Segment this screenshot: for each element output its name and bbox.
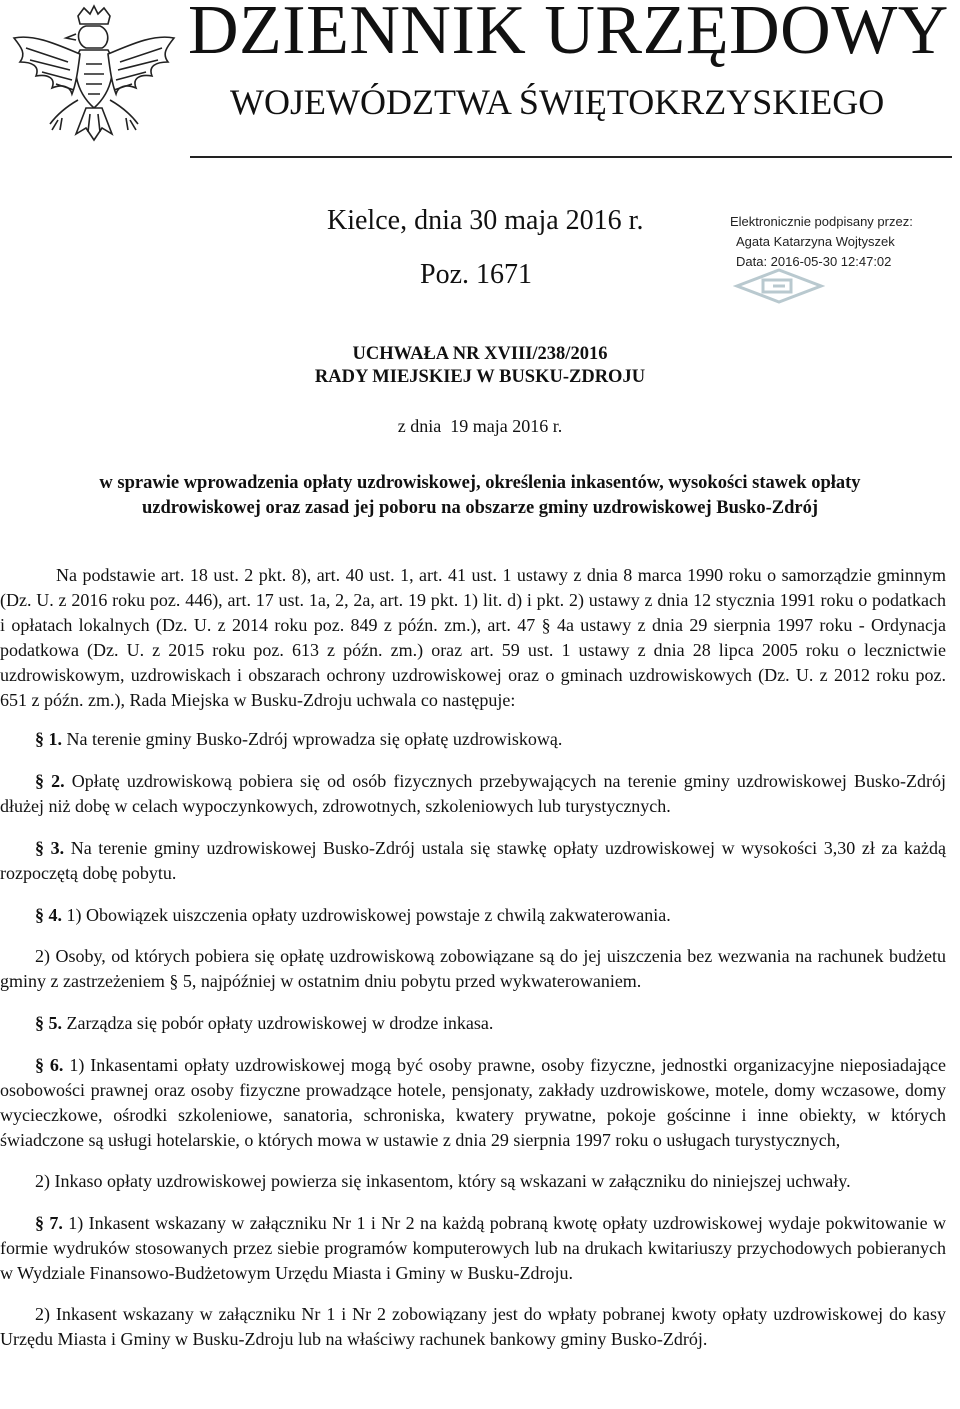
resolution-date: z dnia 19 maja 2016 r. bbox=[397, 416, 563, 436]
polish-eagle-icon bbox=[6, 4, 182, 154]
section-6-point-2: 2) Inkaso opłaty uzdrowiskowej powierza się inkasentom, który są wskazani w załączniku do niniejszej uchwały. bbox=[35, 1171, 851, 1191]
resolution-subject-line: uzdrowiskowej oraz zasad jej poboru na obszarze gminy uzdrowiskowej Busko-Zdrój bbox=[141, 498, 819, 518]
journal-title: DZIENNIK URZĘDOWY bbox=[188, 0, 949, 69]
publication-date: Kielce, dnia 30 maja 2016 r. bbox=[327, 205, 644, 236]
section-4-point-2: 2) Osoby, od których pobiera się opłatę uzdrowiskową zobowiązane są do jej uiszczenia bez wezwania na rachunek budżetu gminy z zastrzeżeniem § 5, najpóźniej w ostatnim dniu pobytu przed wykwaterowaniem. bbox=[0, 946, 946, 991]
section-number: § 3. bbox=[35, 838, 65, 858]
section-number: § 2. bbox=[35, 771, 65, 791]
signature-line: Elektronicznie podpisany przez: bbox=[730, 214, 913, 229]
resolution-subject bbox=[20, 471, 940, 521]
header-divider bbox=[190, 156, 952, 158]
e-signature-stamp-icon bbox=[733, 266, 825, 306]
resolution-number: UCHWAŁA NR XVIII/238/2016 bbox=[352, 344, 608, 364]
section-7-point-2: 2) Inkasent wskazany w załączniku Nr 1 i Nr 2 zobowiązany jest do wpłaty pobranej kwoty opłaty uzdrowiskowej do kasy Urzędu Miasta i Gminy w Busku-Zdroju lub na właściwy rachunek bankowy gminy Busko-Zdrój. bbox=[0, 1304, 946, 1349]
section-number: § 7. bbox=[35, 1213, 63, 1233]
preamble: Na podstawie art. 18 ust. 2 pkt. 8), art. 40 ust. 1, art. 41 ust. 1 ustawy z dnia 8 marca 1990 roku o samorządzie gminnym (Dz. U. z 2016 roku poz. 446), art. 17 ust. 1a, 2, 2a, art. 19 pkt. 1) lit. d) i pkt. 2) ustawy z dnia 12 stycznia 1991 roku o podatkach i opłatach lokalnych (Dz. U. z 2014 roku poz. 849 z późn. zm.), art. 47 § 4a ustawy z dnia 29 sierpnia 1997 roku - Ordynacja podatkowa (Dz. U. z 2015 roku poz. 613 z późn. zm.) oraz art. 59 ust. 1 ustawy z dnia 28 lipca 2005 roku o lecznictwie uzdrowiskowym, uzdrowiskach i obszarach ochrony uzdrowiskowej oraz o gminach uzdrowiskowych (Dz. U. z 2012 roku poz. 651 z późn. zm.), Rada Miejska w Busku-Zdroju uchwala co następuje: bbox=[0, 565, 946, 710]
signature-signer: Agata Katarzyna Wojtyszek bbox=[736, 234, 895, 249]
section-3 bbox=[0, 836, 946, 886]
section-6 bbox=[0, 1053, 946, 1153]
section-4 bbox=[0, 903, 946, 928]
section-5 bbox=[0, 1011, 946, 1036]
section-2 bbox=[0, 769, 946, 819]
section-number: § 6. bbox=[35, 1055, 64, 1075]
section-text: Na terenie gminy Busko-Zdrój wprowadza się opłatę uzdrowiskową. bbox=[62, 729, 563, 749]
electronic-signature bbox=[730, 212, 956, 272]
section-1 bbox=[0, 727, 946, 752]
resolution-subject-line: w sprawie wprowadzenia opłaty uzdrowiskowej, określenia inkasentów, wysokości stawek opłaty bbox=[99, 473, 861, 493]
section-number: § 4. bbox=[35, 905, 62, 925]
section-number: § 1. bbox=[35, 729, 62, 749]
section-7 bbox=[0, 1211, 946, 1286]
section-text: Na terenie gminy uzdrowiskowej Busko-Zdrój ustala się stawkę opłaty uzdrowiskowej w wysokości 3,30 zł za każdą rozpoczętą dobę pobytu. bbox=[0, 838, 947, 883]
resolution-title bbox=[0, 343, 960, 389]
section-text: 1) Inkasent wskazany w załączniku Nr 1 i Nr 2 na każdą pobraną kwotę opłaty uzdrowiskowej wydaje pokwitowanie w formie wydruków stosowanych przez siebie programów komputerowych lub na drukach kwitariuszy przychodowych pobieranych w Wydziale Finansowo-Budżetowym Urzędu Miasta i Gminy w Busku-Zdroju. bbox=[0, 1213, 946, 1283]
position-number: Poz. 1671 bbox=[420, 259, 532, 290]
section-text: 1) Inkasentami opłaty uzdrowiskowej mogą być osoby prawne, osoby fizyczne, jednostki organizacyjne nieposiadające osobowości prawnej oraz osoby fizyczne prowadzące hotele, pensjonaty, zakłady uzdrowiskowe, motele, domy wczasowe, domy wycieczkowe, ośrodki szkoleniowe, sanatoria, schroniska, kwatery prywatne, pokoje gościnne i inne obiekty, w których świadczone są usługi hotelarskie, o których mowa w ustawie z dnia 29 sierpnia 1997 roku o usługach turystycznych, bbox=[0, 1055, 946, 1150]
section-text: Zarządza się pobór opłaty uzdrowiskowej w drodze inkasa. bbox=[62, 1013, 494, 1033]
section-text: Opłatę uzdrowiskową pobiera się od osób fizycznych przebywających na terenie gminy uzdrowiskowej Busko-Zdrój dłużej niż dobę w celach wypoczynkowych, zdrowotnych, szkoleniowych lub turystycznych. bbox=[0, 771, 946, 816]
resolution-council: RADY MIEJSKIEJ W BUSKU-ZDROJU bbox=[314, 367, 646, 387]
section-number: § 5. bbox=[35, 1013, 62, 1033]
section-text: 1) Obowiązek uiszczenia opłaty uzdrowiskowej powstaje z chwilą zakwaterowania. bbox=[62, 905, 671, 925]
journal-subtitle: WOJEWÓDZTWA ŚWIĘTOKRZYSKIEGO bbox=[230, 82, 885, 122]
signature-date: Data: 2016-05-30 12:47:02 bbox=[736, 254, 892, 269]
resolution-body bbox=[0, 563, 960, 1369]
